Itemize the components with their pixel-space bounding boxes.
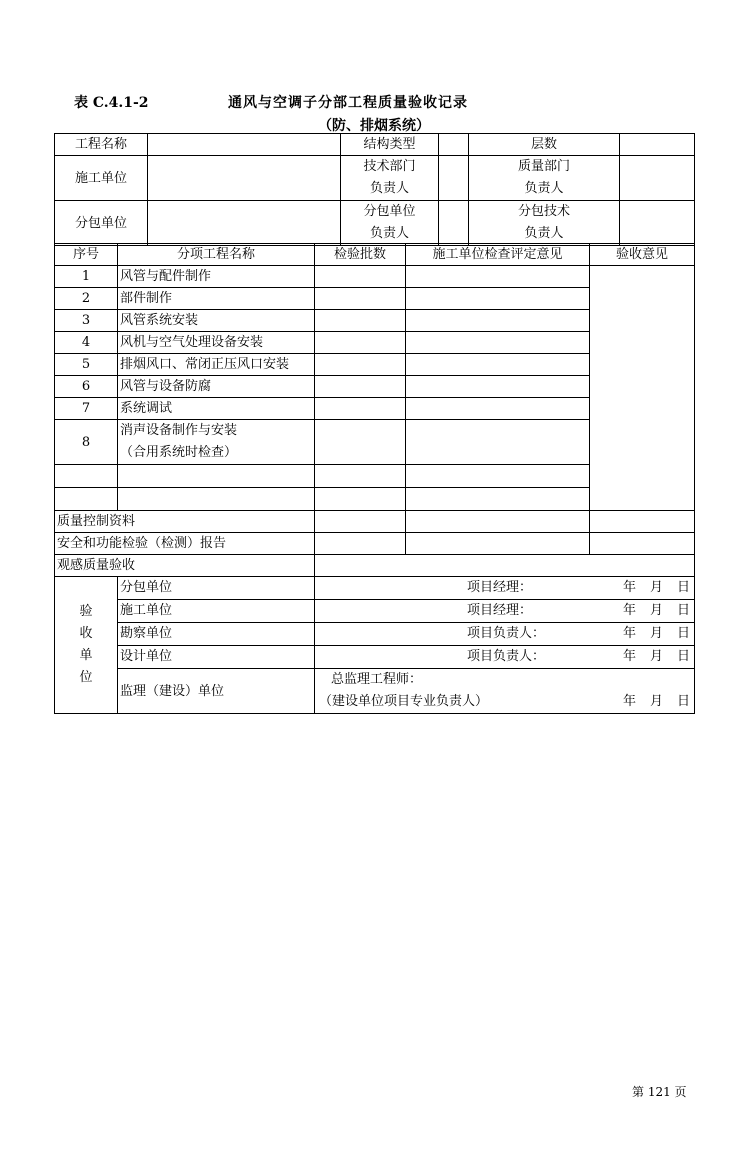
item-seq: 6: [55, 376, 118, 398]
item-contractor-opinion[interactable]: [406, 332, 590, 354]
project-name-label: 工程名称: [55, 134, 148, 156]
structure-type-label: 结构类型: [341, 134, 439, 156]
sub-tech-value[interactable]: [620, 201, 695, 246]
acceptance-units-label: [55, 577, 118, 714]
col-seq: 序号: [55, 244, 118, 266]
items-table: [54, 243, 704, 714]
quality-dept-value[interactable]: [620, 156, 695, 201]
sign-date: 年月日: [622, 603, 704, 618]
table-row: [55, 266, 695, 288]
sign-role: 项目负责人：: [467, 626, 546, 641]
item-batch[interactable]: [315, 420, 406, 465]
quality-dept-line-1: 质量部门: [517, 159, 570, 174]
sign-unit-name: 施工单位: [118, 600, 315, 623]
sign-field[interactable]: [315, 646, 704, 669]
construction-unit-value[interactable]: [148, 156, 341, 201]
item-name-line-2: （合用系统时检查）: [120, 445, 238, 460]
tech-dept-label: [341, 156, 439, 201]
item-name-line-1: 消声设备制作与安装: [120, 423, 238, 438]
item-contractor-opinion[interactable]: [406, 288, 590, 310]
item-batch[interactable]: [315, 266, 406, 288]
tech-dept-line-1: 技术部门: [363, 159, 416, 174]
sign-unit-name: 勘察单位: [118, 623, 315, 646]
safety-report-acceptance[interactable]: [590, 533, 695, 555]
item-contractor-opinion[interactable]: [406, 398, 590, 420]
quality-data-opinion[interactable]: [406, 511, 590, 533]
item-name: 风管与设备防腐: [118, 376, 315, 398]
supervision-role-2: （建设单位项目专业负责人）: [319, 694, 489, 709]
item-name[interactable]: [118, 488, 315, 511]
sign-role: 项目负责人：: [467, 649, 546, 664]
item-name: [118, 420, 315, 465]
col-batch: 检验批数: [315, 244, 406, 266]
sign-date: 年月日: [622, 580, 704, 595]
quality-data-acceptance[interactable]: [590, 511, 695, 533]
supervision-sign-field[interactable]: [315, 669, 704, 714]
sub-tech-line-1: 分包技术: [517, 204, 570, 219]
col-acceptance-opinion: 验收意见: [590, 244, 695, 266]
sub-unit-line-1: 分包单位: [363, 204, 416, 219]
construction-unit-label: 施工单位: [55, 156, 148, 201]
quality-dept-label: [469, 156, 620, 201]
sign-field[interactable]: [315, 623, 704, 646]
page-title: 通风与空调子分部工程质量验收记录: [228, 95, 468, 111]
subcontractor-value[interactable]: [148, 201, 341, 246]
tech-dept-line-2: 负责人: [369, 181, 409, 196]
sign-role: 项目经理：: [467, 580, 533, 595]
project-info-table: [54, 133, 695, 246]
tech-dept-value[interactable]: [439, 156, 469, 201]
safety-report-batch[interactable]: [315, 533, 406, 555]
col-contractor-opinion: 施工单位检查评定意见: [406, 244, 590, 266]
item-name: 风机与空气处理设备安装: [118, 332, 315, 354]
item-contractor-opinion[interactable]: [406, 376, 590, 398]
item-seq: 5: [55, 354, 118, 376]
sign-field[interactable]: [315, 577, 704, 600]
safety-report-opinion[interactable]: [406, 533, 590, 555]
item-name[interactable]: [118, 465, 315, 488]
vert-char-1: 验: [79, 604, 93, 619]
floors-value[interactable]: [620, 134, 695, 156]
item-batch[interactable]: [315, 288, 406, 310]
acceptance-opinion-cell[interactable]: [590, 266, 695, 511]
appearance-value[interactable]: [315, 555, 695, 577]
item-seq: 4: [55, 332, 118, 354]
item-name: 风管系统安装: [118, 310, 315, 332]
appearance-label: 观感质量验收: [55, 555, 315, 577]
quality-data-batch[interactable]: [315, 511, 406, 533]
item-seq[interactable]: [55, 488, 118, 511]
item-name: 风管与配件制作: [118, 266, 315, 288]
safety-report-label: 安全和功能检验（检测）报告: [55, 533, 315, 555]
sign-date: 年月日: [622, 694, 704, 709]
vert-char-2: 收: [79, 626, 93, 641]
sign-unit-name: 分包单位: [118, 577, 315, 600]
page-number: 第 121 页: [632, 1085, 687, 1099]
sign-unit-name: 设计单位: [118, 646, 315, 669]
item-contractor-opinion[interactable]: [406, 420, 590, 465]
vert-char-3: 单: [79, 648, 93, 663]
supervision-role-1: 总监理工程师：: [331, 672, 423, 687]
sub-tech-line-2: 负责人: [524, 226, 564, 241]
sign-date: 年月日: [622, 649, 704, 664]
table-code: 表 C.4.1-2: [74, 95, 149, 111]
sub-unit-line-2: 负责人: [369, 226, 409, 241]
sub-tech-label: [469, 201, 620, 246]
item-seq[interactable]: [55, 465, 118, 488]
item-batch[interactable]: [315, 465, 406, 488]
subcontractor-label: 分包单位: [55, 201, 148, 246]
item-seq: 8: [55, 420, 118, 465]
quality-dept-line-2: 负责人: [524, 181, 564, 196]
structure-type-value[interactable]: [439, 134, 469, 156]
item-batch[interactable]: [315, 376, 406, 398]
item-contractor-opinion[interactable]: [406, 354, 590, 376]
col-item-name: 分项工程名称: [118, 244, 315, 266]
item-batch[interactable]: [315, 488, 406, 511]
item-contractor-opinion[interactable]: [406, 488, 590, 511]
item-contractor-opinion[interactable]: [406, 310, 590, 332]
item-batch[interactable]: [315, 310, 406, 332]
floors-label: 层数: [469, 134, 620, 156]
item-batch[interactable]: [315, 332, 406, 354]
item-seq: 2: [55, 288, 118, 310]
item-batch[interactable]: [315, 354, 406, 376]
vert-char-4: 位: [79, 670, 93, 685]
sign-date: 年月日: [622, 626, 704, 641]
sub-unit-value[interactable]: [439, 201, 469, 246]
quality-data-label: 质量控制资料: [55, 511, 315, 533]
item-seq: 3: [55, 310, 118, 332]
item-contractor-opinion[interactable]: [406, 465, 590, 488]
item-seq: 1: [55, 266, 118, 288]
sign-role: 项目经理：: [467, 603, 533, 618]
project-name-value[interactable]: [148, 134, 341, 156]
sign-field[interactable]: [315, 600, 704, 623]
item-name: 排烟风口、常闭正压风口安装: [118, 354, 315, 376]
item-seq: 7: [55, 398, 118, 420]
page-subtitle: （防、排烟系统）: [318, 118, 430, 134]
sub-unit-label: [341, 201, 439, 246]
item-name: 系统调试: [118, 398, 315, 420]
item-batch[interactable]: [315, 398, 406, 420]
item-name: 部件制作: [118, 288, 315, 310]
supervision-unit-name: 监理（建设）单位: [118, 669, 315, 714]
item-contractor-opinion[interactable]: [406, 266, 590, 288]
